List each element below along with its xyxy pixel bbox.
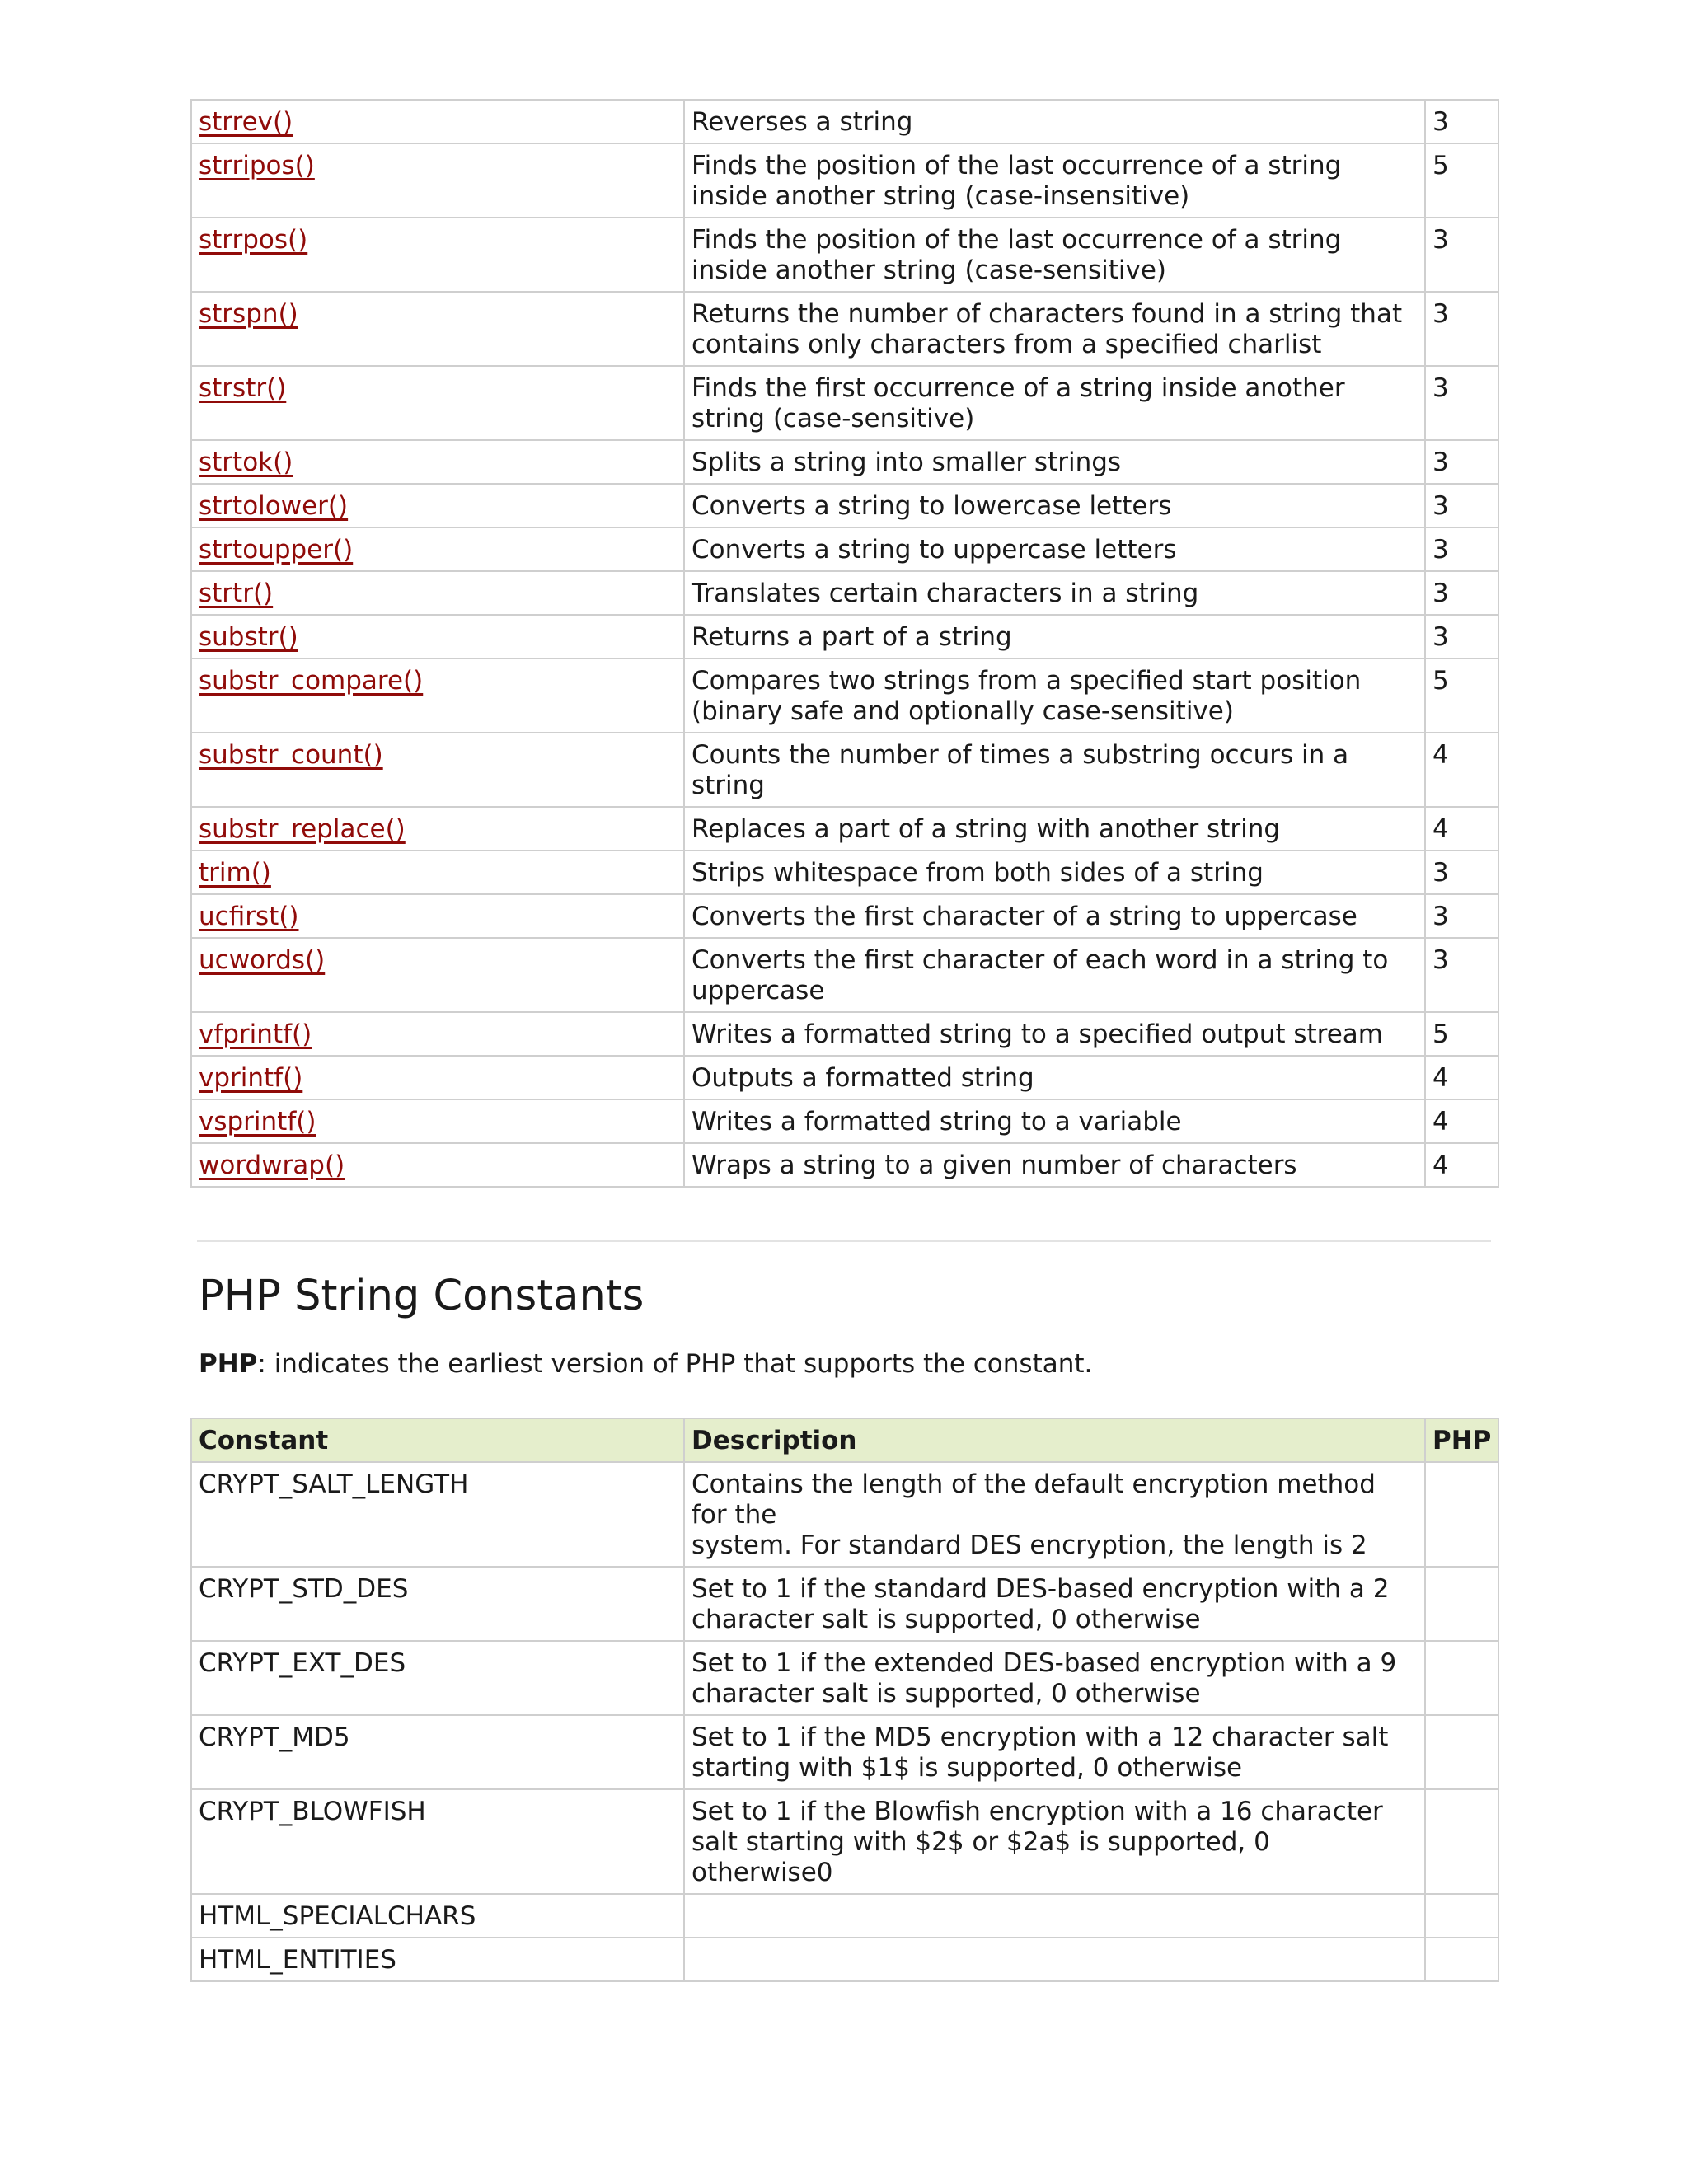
function-link[interactable]: strtr() — [199, 579, 274, 608]
constant-description — [684, 1894, 1425, 1938]
php-version: 5 — [1425, 658, 1498, 733]
table-row — [191, 658, 1498, 733]
function-link[interactable]: ucfirst() — [199, 902, 299, 931]
function-link[interactable]: strrpos() — [199, 225, 308, 255]
function-name-cell — [191, 440, 684, 484]
constant-name: HTML_ENTITIES — [191, 1938, 684, 1981]
table-row — [191, 1938, 1498, 1981]
function-description: Finds the position of the last occurrence of a string inside another string (case-sensitive) — [684, 218, 1425, 292]
php-version — [1425, 1894, 1498, 1938]
function-link[interactable]: vprintf() — [199, 1063, 303, 1093]
constants-table-body — [191, 1462, 1498, 1981]
php-version: 3 — [1425, 218, 1498, 292]
constant-description: Contains the length of the default encryption method for the system. For standard DES encryption, the length is 2 — [684, 1462, 1425, 1567]
function-link[interactable]: strspn() — [199, 299, 298, 329]
function-name-cell — [191, 571, 684, 615]
header-constant: Constant — [191, 1418, 684, 1462]
table-row — [191, 366, 1498, 440]
function-link[interactable]: trim() — [199, 858, 271, 888]
table-row — [191, 218, 1498, 292]
php-version: 4 — [1425, 733, 1498, 807]
function-description: Outputs a formatted string — [684, 1056, 1425, 1099]
php-version: 3 — [1425, 484, 1498, 527]
function-name-cell — [191, 1143, 684, 1187]
function-description: Writes a formatted string to a specified output stream — [684, 1012, 1425, 1056]
table-header-row — [191, 1418, 1498, 1462]
constant-description: Set to 1 if the extended DES-based encryption with a 9 character salt is supported, 0 otherwise — [684, 1641, 1425, 1715]
table-row — [191, 484, 1498, 527]
table-row — [191, 1894, 1498, 1938]
function-name-cell — [191, 615, 684, 658]
table-row — [191, 1567, 1498, 1641]
function-description: Wraps a string to a given number of characters — [684, 1143, 1425, 1187]
function-description: Writes a formatted string to a variable — [684, 1099, 1425, 1143]
function-description: Compares two strings from a specified start position (binary safe and optionally case-sensitive) — [684, 658, 1425, 733]
function-name-cell — [191, 218, 684, 292]
table-row — [191, 100, 1498, 143]
php-version: 4 — [1425, 1143, 1498, 1187]
function-description: Converts a string to uppercase letters — [684, 527, 1425, 571]
php-version — [1425, 1567, 1498, 1641]
table-row — [191, 292, 1498, 366]
table-row — [191, 615, 1498, 658]
table-row — [191, 143, 1498, 218]
constant-description: Set to 1 if the standard DES-based encryption with a 2 character salt is supported, 0 otherwise — [684, 1567, 1425, 1641]
function-link[interactable]: substr() — [199, 622, 298, 652]
function-link[interactable]: vfprintf() — [199, 1019, 312, 1049]
php-version: 3 — [1425, 366, 1498, 440]
php-version: 4 — [1425, 807, 1498, 851]
function-description: Converts the first character of each word in a string to uppercase — [684, 938, 1425, 1012]
table-row — [191, 894, 1498, 938]
function-link[interactable]: substr_replace() — [199, 814, 406, 844]
function-name-cell — [191, 527, 684, 571]
function-description: Strips whitespace from both sides of a string — [684, 851, 1425, 894]
function-link[interactable]: strtok() — [199, 448, 293, 477]
php-version — [1425, 1715, 1498, 1789]
constant-name: CRYPT_BLOWFISH — [191, 1789, 684, 1894]
php-version: 3 — [1425, 440, 1498, 484]
function-description: Returns a part of a string — [684, 615, 1425, 658]
function-description: Converts the first character of a string to uppercase — [684, 894, 1425, 938]
php-version: 5 — [1425, 143, 1498, 218]
php-version — [1425, 1462, 1498, 1567]
header-php: PHP — [1425, 1418, 1498, 1462]
function-description: Replaces a part of a string with another string — [684, 807, 1425, 851]
function-name-cell — [191, 807, 684, 851]
section-divider — [197, 1240, 1491, 1242]
constant-description: Set to 1 if the Blowfish encryption with a 16 character salt starting with $2$ or $2a$ is supported, 0 otherwise0 — [684, 1789, 1425, 1894]
function-description: Finds the first occurrence of a string inside another string (case-sensitive) — [684, 366, 1425, 440]
table-row — [191, 1789, 1498, 1894]
table-row — [191, 571, 1498, 615]
function-link[interactable]: strstr() — [199, 373, 287, 403]
table-row — [191, 1056, 1498, 1099]
function-description: Finds the position of the last occurrence of a string inside another string (case-insensitive) — [684, 143, 1425, 218]
functions-table-body — [191, 100, 1498, 1187]
php-version: 3 — [1425, 938, 1498, 1012]
constant-name: CRYPT_MD5 — [191, 1715, 684, 1789]
function-name-cell — [191, 733, 684, 807]
constant-description — [684, 1938, 1425, 1981]
constant-name: CRYPT_EXT_DES — [191, 1641, 684, 1715]
header-description: Description — [684, 1418, 1425, 1462]
php-version: 3 — [1425, 292, 1498, 366]
function-name-cell — [191, 1099, 684, 1143]
php-version: 3 — [1425, 851, 1498, 894]
table-row — [191, 1143, 1498, 1187]
constant-name: CRYPT_STD_DES — [191, 1567, 684, 1641]
php-version — [1425, 1641, 1498, 1715]
function-description: Translates certain characters in a string — [684, 571, 1425, 615]
version-note — [199, 1349, 1498, 1380]
function-link[interactable]: strtoupper() — [199, 535, 354, 565]
table-row — [191, 733, 1498, 807]
table-row — [191, 440, 1498, 484]
section-heading: PHP String Constants — [199, 1272, 645, 1320]
php-version: 3 — [1425, 100, 1498, 143]
function-link[interactable]: strripos() — [199, 151, 315, 180]
php-version — [1425, 1789, 1498, 1894]
function-link[interactable]: vsprintf() — [199, 1107, 316, 1137]
page-content — [190, 99, 1498, 1982]
function-name-cell — [191, 292, 684, 366]
version-note-label: PHP — [199, 1349, 258, 1379]
table-row — [191, 807, 1498, 851]
function-description: Reverses a string — [684, 100, 1425, 143]
table-row — [191, 851, 1498, 894]
string-constants-table — [190, 1418, 1499, 1982]
table-row — [191, 1715, 1498, 1789]
function-name-cell — [191, 658, 684, 733]
function-link[interactable]: strrev() — [199, 107, 293, 137]
table-row — [191, 1012, 1498, 1056]
function-name-cell — [191, 894, 684, 938]
constant-name: CRYPT_SALT_LENGTH — [191, 1462, 684, 1567]
version-note-text: : indicates the earliest version of PHP that supports the constant. — [257, 1349, 1093, 1379]
table-row — [191, 527, 1498, 571]
php-version: 3 — [1425, 571, 1498, 615]
constant-name: HTML_SPECIALCHARS — [191, 1894, 684, 1938]
function-link[interactable]: substr_compare() — [199, 666, 424, 696]
constant-description: Set to 1 if the MD5 encryption with a 12 character salt starting with $1$ is supported, 0 otherwise — [684, 1715, 1425, 1789]
php-version: 4 — [1425, 1056, 1498, 1099]
function-name-cell — [191, 366, 684, 440]
function-link[interactable]: substr_count() — [199, 740, 383, 770]
php-version: 3 — [1425, 894, 1498, 938]
table-row — [191, 1641, 1498, 1715]
php-version: 5 — [1425, 1012, 1498, 1056]
function-name-cell — [191, 484, 684, 527]
php-version — [1425, 1938, 1498, 1981]
php-version: 3 — [1425, 615, 1498, 658]
function-description: Splits a string into smaller strings — [684, 440, 1425, 484]
function-name-cell — [191, 143, 684, 218]
php-version: 4 — [1425, 1099, 1498, 1143]
function-name-cell — [191, 1056, 684, 1099]
function-link[interactable]: strtolower() — [199, 491, 349, 521]
function-name-cell — [191, 1012, 684, 1056]
table-row — [191, 1099, 1498, 1143]
function-name-cell — [191, 100, 684, 143]
table-row — [191, 938, 1498, 1012]
function-name-cell — [191, 851, 684, 894]
string-functions-table — [190, 99, 1499, 1188]
function-name-cell — [191, 938, 684, 1012]
php-version: 3 — [1425, 527, 1498, 571]
function-link[interactable]: ucwords() — [199, 945, 326, 975]
function-link[interactable]: wordwrap() — [199, 1151, 345, 1180]
table-row — [191, 1462, 1498, 1567]
function-description: Counts the number of times a substring occurs in a string — [684, 733, 1425, 807]
function-description: Returns the number of characters found in a string that contains only characters from a specified charlist — [684, 292, 1425, 366]
function-description: Converts a string to lowercase letters — [684, 484, 1425, 527]
